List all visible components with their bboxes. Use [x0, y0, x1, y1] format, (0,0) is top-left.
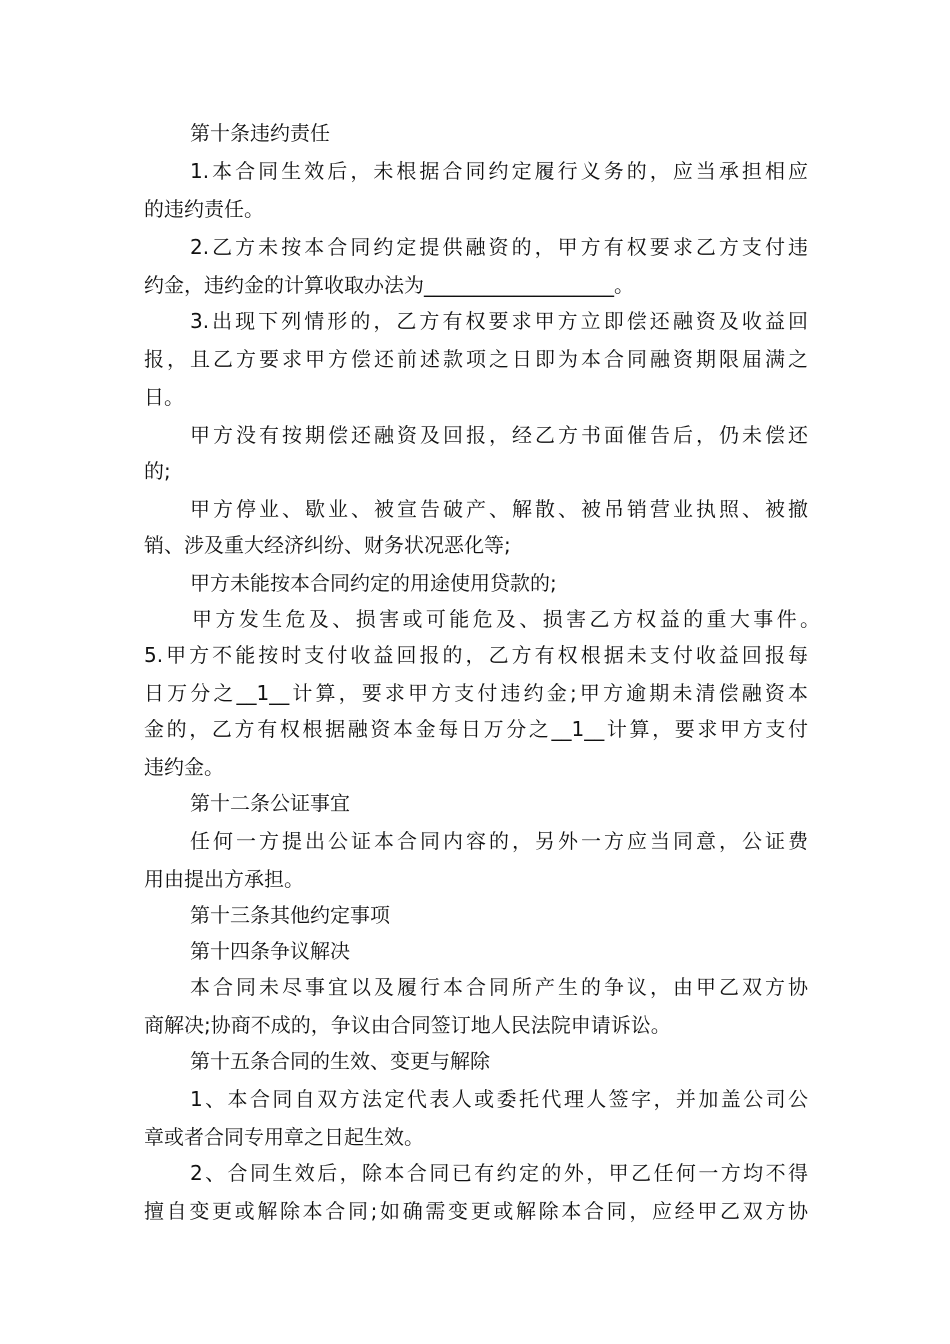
- paragraph-line: 任何一方提出公证本合同内容的，另外一方应当同意，公证费: [190, 829, 808, 853]
- paragraph-line: 1.本合同生效后，未根据合同约定履行义务的，应当承担相应: [190, 159, 808, 183]
- paragraph-line: 日万分之__1__计算，要求甲方支付违约金;甲方逾期未清偿融资本: [144, 681, 808, 705]
- paragraph-line: 5.甲方不能按时支付收益回报的，乙方有权根据未支付收益回报每: [144, 643, 808, 667]
- paragraph-line: 擅自变更或解除本合同;如确需变更或解除本合同，应经甲乙双方协: [144, 1199, 808, 1223]
- article-13-heading: 第十三条其他约定事项: [190, 903, 390, 927]
- paragraph-line: 3.出现下列情形的，乙方有权要求甲方立即偿还融资及收益回: [190, 309, 808, 333]
- paragraph-line: 销、涉及重大经济纠纷、财务状况恶化等;: [144, 533, 511, 557]
- paragraph-line: 2.乙方未按本合同约定提供融资的，甲方有权要求乙方支付违: [190, 235, 808, 259]
- paragraph-line: 违约金。: [144, 755, 224, 779]
- paragraph-line: 章或者合同专用章之日起生效。: [144, 1125, 424, 1149]
- paragraph-line: 甲方停业、歇业、被宣告破产、解散、被吊销营业执照、被撤: [190, 497, 808, 521]
- paragraph-line: 甲方没有按期偿还融资及回报，经乙方书面催告后，仍未偿还: [190, 423, 808, 447]
- paragraph-line: 甲方未能按本合同约定的用途使用贷款的;: [190, 571, 557, 595]
- paragraph-line-with-blank: 约金，违约金的计算收取办法为___________________。: [144, 273, 634, 297]
- paragraph-line: 2、合同生效后，除本合同已有约定的外，甲乙任何一方均不得: [190, 1161, 808, 1185]
- paragraph-line: 甲方发生危及、损害或可能危及、损害乙方权益的重大事件。: [192, 607, 820, 631]
- article-14-heading: 第十四条争议解决: [190, 939, 350, 963]
- paragraph-line: 本合同未尽事宜以及履行本合同所产生的争议，由甲乙双方协: [190, 975, 808, 999]
- article-10-heading: 第十条违约责任: [190, 121, 330, 145]
- paragraph-line: 1、本合同自双方法定代表人或委托代理人签字，并加盖公司公: [190, 1087, 808, 1111]
- paragraph-line: 报，且乙方要求甲方偿还前述款项之日即为本合同融资期限届满之: [144, 347, 808, 371]
- paragraph-line: 的违约责任。: [144, 197, 264, 221]
- paragraph-line: 商解决;协商不成的，争议由合同签订地人民法院申请诉讼。: [144, 1013, 671, 1037]
- paragraph-line: 的;: [144, 459, 171, 483]
- document-page: [144, 0, 820, 1344]
- article-12-heading: 第十二条公证事宜: [190, 791, 350, 815]
- paragraph-line: 日。: [144, 385, 184, 409]
- paragraph-line: 用由提出方承担。: [144, 867, 304, 891]
- article-15-heading: 第十五条合同的生效、变更与解除: [190, 1049, 490, 1073]
- paragraph-line: 金的，乙方有权根据融资本金每日万分之__1__计算，要求甲方支付: [144, 717, 808, 741]
